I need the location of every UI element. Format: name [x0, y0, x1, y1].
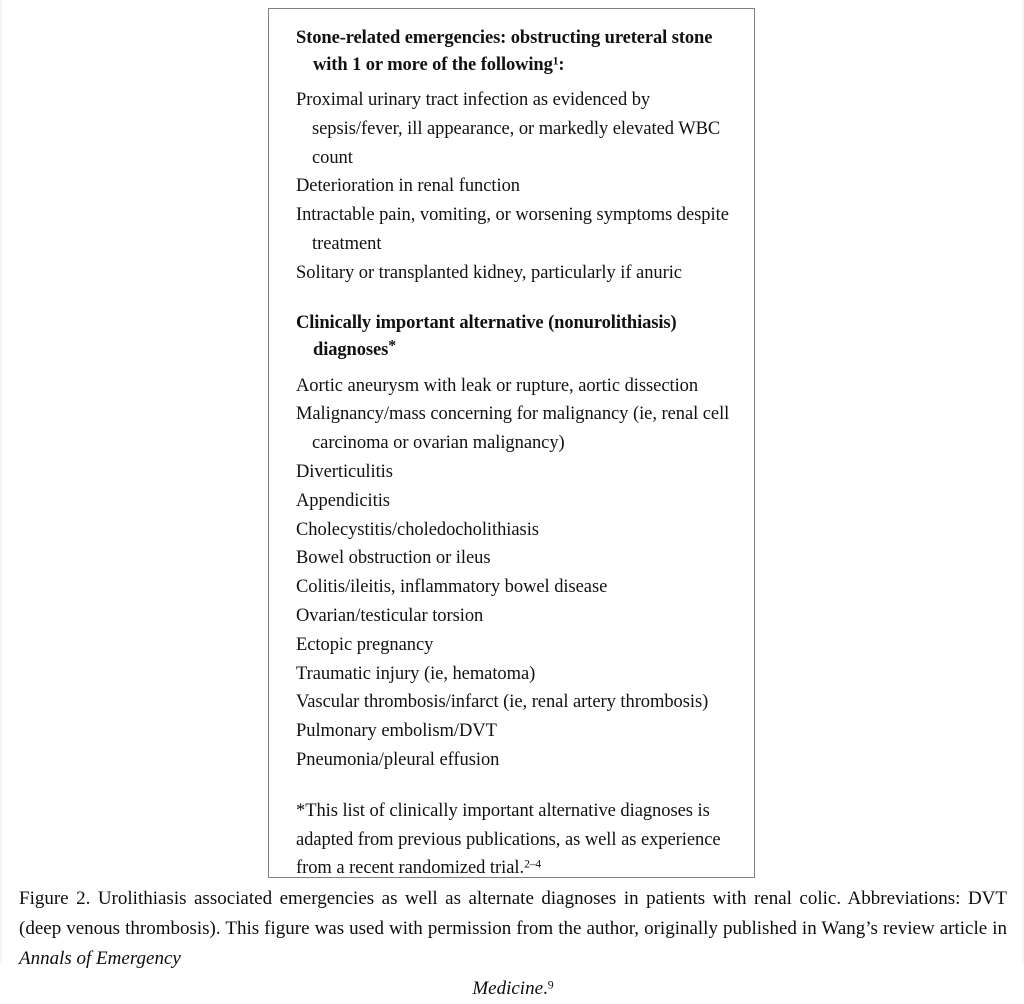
list-item: Diverticulitis	[296, 461, 393, 482]
section-heading-alternative-diagnoses	[296, 310, 736, 364]
section-heading-asterisk-marker: *	[388, 336, 396, 354]
caption-reference-marker: 9	[547, 978, 554, 992]
caption-journal-name-line1: Annals of Emergency	[19, 948, 181, 969]
list-item: Malignancy/mass concerning for malignancy (ie, renal cell carcinoma or ovarian malignancy)	[296, 404, 730, 454]
section-heading-stone-related-emergencies	[296, 25, 736, 79]
list-item: Vascular thrombosis/infarct (ie, renal artery thrombosis)	[296, 692, 709, 713]
list-item: Bowel obstruction or ileus	[296, 548, 491, 569]
list-item: Traumatic injury (ie, hematoma)	[296, 663, 536, 684]
section-heading-text: Stone-related emergencies: obstructing ureteral stone with 1 or more of the following	[296, 28, 713, 75]
section-heading-reference-marker: 1	[552, 55, 559, 68]
page-edge-shading-left	[0, 0, 3, 963]
list-item: Colitis/ileitis, inflammatory bowel disease	[296, 577, 608, 598]
footnote-text: *This list of clinically important alternative diagnoses is adapted from previous publications, as well as experience from a recent randomized trial.	[296, 800, 721, 879]
list-item: Appendicitis	[296, 490, 390, 511]
list-item: Solitary or transplanted kidney, particularly if anuric	[296, 262, 682, 283]
list-item: Ovarian/testicular torsion	[296, 605, 484, 626]
list-item: Deterioration in renal function	[296, 176, 520, 197]
list-item: Aortic aneurysm with leak or rupture, aortic dissection	[296, 375, 699, 396]
list-item: Proximal urinary tract infection as evidenced by sepsis/fever, ill appearance, or markedly elevated WBC count	[296, 90, 721, 168]
list-item: Intractable pain, vomiting, or worsening symptoms despite treatment	[296, 205, 729, 254]
figure-box-content	[269, 9, 754, 893]
figure-2-box	[268, 8, 755, 878]
list-item: Ectopic pregnancy	[296, 634, 434, 655]
caption-period: .	[543, 978, 548, 999]
figure-box-footnote	[296, 797, 736, 883]
section-heading-text: Clinically important alternative (nonurolithiasis) diagnoses	[296, 312, 677, 360]
list-item: Cholecystitis/choledocholithiasis	[296, 519, 539, 540]
footnote-reference-marker: 2–4	[524, 858, 542, 871]
list-item: Pulmonary embolism/DVT	[296, 721, 497, 742]
caption-last-line	[19, 974, 1007, 1004]
figure-caption	[19, 884, 1007, 1004]
caption-journal-name-line2: Medicine	[472, 978, 544, 999]
list-item: Pneumonia/pleural effusion	[296, 749, 500, 770]
caption-text: Figure 2. Urolithiasis associated emergencies as well as alternate diagnoses in patients with renal colic. Abbreviations: DVT (deep venous thrombosis). This figure was used with permission from the author, originally published in Wang’s review article in	[19, 888, 1007, 939]
section-heading-suffix: :	[558, 55, 565, 75]
